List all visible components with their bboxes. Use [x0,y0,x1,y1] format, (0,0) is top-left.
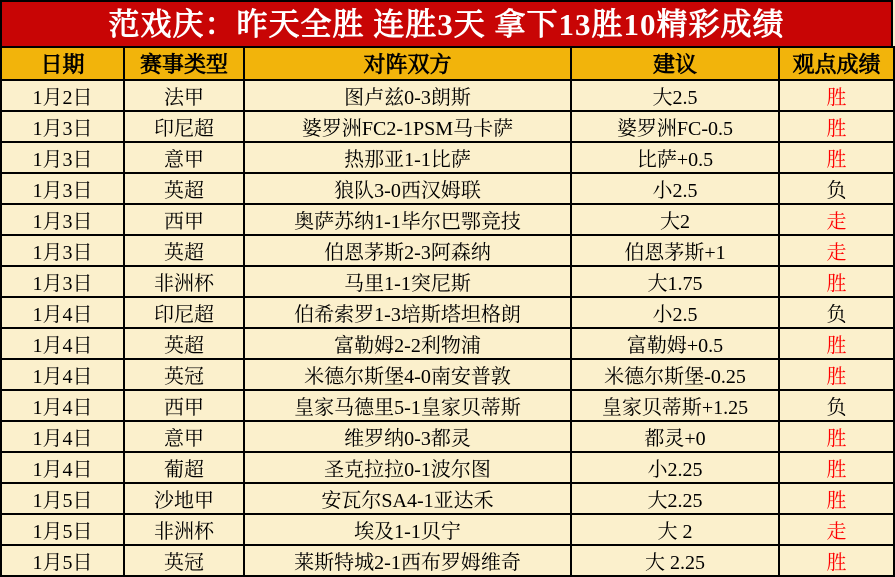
cell-league: 英超 [124,235,244,266]
cell-tip: 大2.5 [571,80,779,111]
cell-date: 1月4日 [1,421,124,452]
cell-league: 西甲 [124,204,244,235]
cell-date: 1月5日 [1,483,124,514]
cell-tip: 小2.5 [571,297,779,328]
cell-tip: 大 2.25 [571,545,779,576]
cell-result: 胜 [779,452,894,483]
column-header-result: 观点成绩 [779,47,894,80]
cell-league: 英冠 [124,359,244,390]
cell-league: 非洲杯 [124,266,244,297]
cell-match: 奥萨苏纳1-1毕尔巴鄂竞技 [244,204,571,235]
cell-match: 米德尔斯堡4-0南安普敦 [244,359,571,390]
cell-result: 负 [779,297,894,328]
cell-result: 胜 [779,545,894,576]
cell-tip: 大1.75 [571,266,779,297]
cell-match: 安瓦尔SA4-1亚达禾 [244,483,571,514]
cell-result: 胜 [779,483,894,514]
table-row [1,297,894,328]
table-row [1,142,894,173]
table-row [1,204,894,235]
cell-tip: 大2.25 [571,483,779,514]
table-row [1,111,894,142]
cell-tip: 小2.5 [571,173,779,204]
cell-result: 走 [779,235,894,266]
cell-match: 皇家马德里5-1皇家贝蒂斯 [244,390,571,421]
cell-match: 埃及1-1贝宁 [244,514,571,545]
cell-league: 非洲杯 [124,514,244,545]
cell-result: 胜 [779,111,894,142]
table-row [1,483,894,514]
cell-date: 1月3日 [1,204,124,235]
cell-date: 1月5日 [1,545,124,576]
cell-tip: 伯恩茅斯+1 [571,235,779,266]
cell-match: 莱斯特城2-1西布罗姆维奇 [244,545,571,576]
cell-league: 沙地甲 [124,483,244,514]
cell-date: 1月4日 [1,452,124,483]
cell-result: 胜 [779,328,894,359]
cell-result: 走 [779,204,894,235]
cell-match: 狼队3-0西汉姆联 [244,173,571,204]
cell-date: 1月4日 [1,328,124,359]
cell-result: 负 [779,173,894,204]
cell-date: 1月3日 [1,111,124,142]
table-row [1,173,894,204]
cell-tip: 皇家贝蒂斯+1.25 [571,390,779,421]
cell-league: 西甲 [124,390,244,421]
cell-tip: 富勒姆+0.5 [571,328,779,359]
column-header-tip: 建议 [571,47,779,80]
cell-result: 胜 [779,421,894,452]
cell-result: 胜 [779,80,894,111]
cell-result: 胜 [779,142,894,173]
cell-tip: 大2 [571,204,779,235]
cell-date: 1月2日 [1,80,124,111]
header-row [1,47,894,80]
cell-result: 负 [779,390,894,421]
cell-date: 1月4日 [1,390,124,421]
table-row [1,390,894,421]
cell-match: 伯恩茅斯2-3阿森纳 [244,235,571,266]
page-title: 范戏庆：昨天全胜 连胜3天 拿下13胜10精彩成绩 [0,0,893,46]
cell-match: 图卢兹0-3朗斯 [244,80,571,111]
cell-tip: 米德尔斯堡-0.25 [571,359,779,390]
column-header-match: 对阵双方 [244,47,571,80]
cell-league: 英超 [124,173,244,204]
cell-league: 英冠 [124,545,244,576]
cell-match: 圣克拉拉0-1波尔图 [244,452,571,483]
cell-match: 伯希索罗1-3培斯塔坦格朗 [244,297,571,328]
table-row [1,514,894,545]
cell-league: 意甲 [124,142,244,173]
cell-match: 富勒姆2-2利物浦 [244,328,571,359]
table-row [1,359,894,390]
cell-league: 意甲 [124,421,244,452]
cell-tip: 大 2 [571,514,779,545]
cell-league: 法甲 [124,80,244,111]
cell-tip: 婆罗洲FC-0.5 [571,111,779,142]
cell-date: 1月4日 [1,359,124,390]
cell-match: 马里1-1突尼斯 [244,266,571,297]
cell-date: 1月3日 [1,235,124,266]
table-row [1,80,894,111]
cell-date: 1月5日 [1,514,124,545]
cell-match: 维罗纳0-3都灵 [244,421,571,452]
table-row [1,421,894,452]
table-row [1,328,894,359]
cell-match: 热那亚1-1比萨 [244,142,571,173]
column-header-date: 日期 [1,47,124,80]
results-table [0,46,895,577]
cell-tip: 比萨+0.5 [571,142,779,173]
table-row [1,545,894,576]
cell-result: 走 [779,514,894,545]
cell-league: 葡超 [124,452,244,483]
cell-result: 胜 [779,266,894,297]
table-row [1,235,894,266]
table-row [1,266,894,297]
table-row [1,452,894,483]
cell-date: 1月4日 [1,297,124,328]
cell-result: 胜 [779,359,894,390]
cell-date: 1月3日 [1,266,124,297]
cell-date: 1月3日 [1,142,124,173]
cell-date: 1月3日 [1,173,124,204]
cell-tip: 小2.25 [571,452,779,483]
cell-league: 印尼超 [124,111,244,142]
cell-league: 印尼超 [124,297,244,328]
cell-match: 婆罗洲FC2-1PSM马卡萨 [244,111,571,142]
cell-league: 英超 [124,328,244,359]
column-header-league: 赛事类型 [124,47,244,80]
cell-tip: 都灵+0 [571,421,779,452]
